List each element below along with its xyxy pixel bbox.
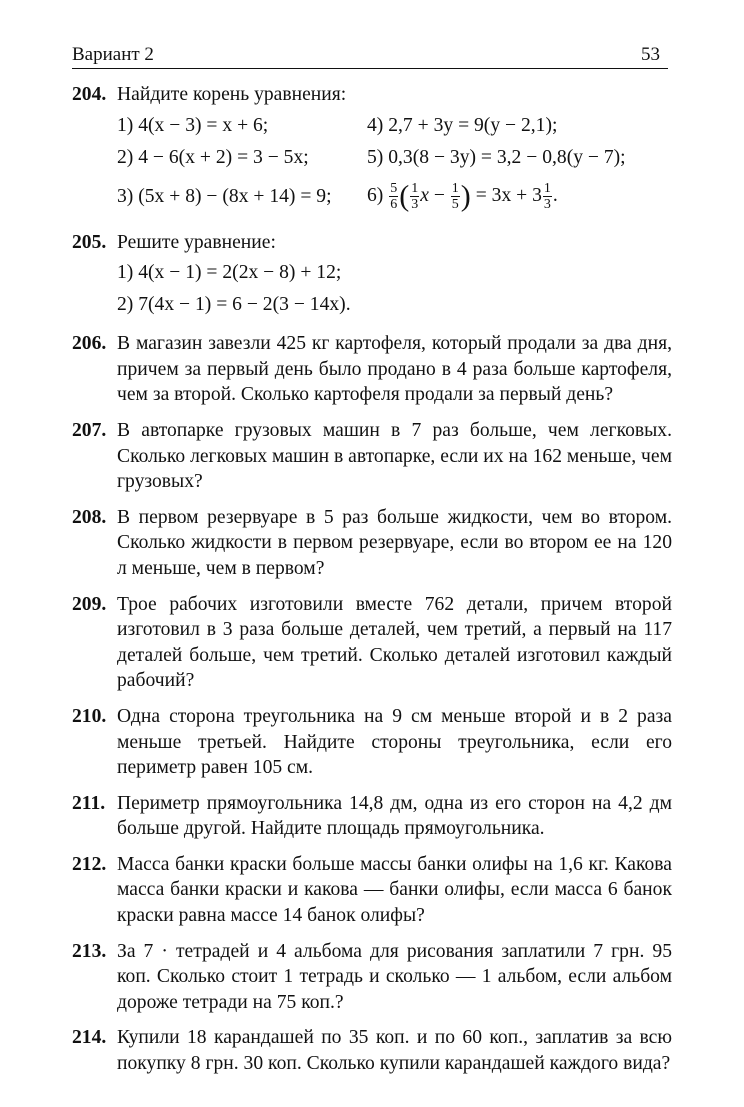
problem-206 [72,331,672,408]
problem-number: 204. [72,84,107,105]
problem-text: В первом резервуаре в 5 раз больше жидкости, чем во втором. Сколько жидкости в первом резервуаре, если во втором ее на 120 л меньше, чем в первом? [117,506,672,579]
problem-number: 206. [72,333,107,355]
problem-207 [72,418,672,495]
page-number: 53 [641,44,660,65]
problem-205 [72,230,672,322]
problem-number: 208. [72,506,107,528]
problem-number: 210. [72,705,107,727]
problem-text: Купили 18 карандашей по 35 коп. и по 60 коп., заплатив за всю покупку 8 грн. 30 коп. Сколько купили карандашей каждого вида? [117,1027,672,1075]
problem-208 [72,505,672,582]
problem-209 [72,592,672,694]
equation-item: 1) 4(x − 3) = x + 6; [117,114,269,136]
equation-item: 2) 7(4x − 1) = 6 − 2(3 − 14x). [117,294,351,316]
problem-number: 214. [72,1027,107,1049]
problem-211 [72,791,672,842]
equation-item: 5) 0,3(8 − 3y) = 3,2 − 0,8(y − 7); [367,146,626,168]
fraction: $\frac{1}{3}$ [411,181,419,213]
equation-item: 4) 2,7 + 3y = 9(y − 2,1); [367,114,558,136]
page-header [72,44,668,69]
equation-item: 3) (5x + 8) − (8x + 14) = 9; [117,185,332,207]
problem-213 [72,939,672,1016]
problem-text: Одна сторона треугольника на 9 см меньше второй и в 2 раза меньше третьей. Найдите стороны треугольника, если его периметр равен 105 см. [117,705,672,779]
problem-text: Трое рабочих изготовили вместе 762 детали, причем второй изготовил в 3 раза больше деталей, чем третий, а первый на 117 деталей больше, чем третий. Сколько деталей изготовил каждый рабочий? [117,593,672,692]
problem-212 [72,852,672,929]
problem-list [72,82,672,1087]
problem-text: За 7 · тетрадей и 4 альбома для рисования заплатили 7 грн. 95 коп. Сколько стоит 1 тетрадь и сколько — 1 альбом, если альбом дороже тетради на 75 коп.? [117,940,672,1013]
problem-210 [72,704,672,781]
equation-list [117,257,672,321]
problem-text: Периметр прямоугольника 14,8 дм, одна из его сторон на 4,2 дм больше другой. Найдите площадь прямоугольника. [117,792,672,840]
problem-prompt: Найдите корень уравнения: [117,84,347,105]
problem-number: 207. [72,419,107,441]
equation-list [117,110,672,220]
problem-number: 209. [72,593,107,615]
problem-prompt: Решите уравнение: [117,231,276,253]
problem-number: 205. [72,231,107,253]
fraction: $\frac{1}{5}$ [451,181,459,213]
equation-item: 1) 4(x − 1) = 2(2x − 8) + 12; [117,262,342,284]
problem-number: 213. [72,940,107,962]
equation-item: 2) 4 − 6(x + 2) = 3 − 5x; [117,146,309,168]
equation-item: 6) $\frac{5}{6}$ ( $\frac{1}{3}$ x − $\frac{1}{5}$ ) = 3x + 3 $\frac{1}{3}$ . [367,179,558,213]
problem-number: 211. [72,792,106,814]
problem-text: Масса банки краски больше массы банки олифы на 1,6 кг. Какова масса банки краски и какова — банки олифы, если масса 6 банок краски равна массе 14 банок олифы? [117,853,672,927]
fraction: $\frac{1}{3}$ [543,181,551,213]
variant-label: Вариант 2 [72,44,154,65]
problem-text: В автопарке грузовых машин в 7 раз больше, чем легковых. Сколько легковых машин в автопарке, если их на 162 меньше, чем грузовых? [117,419,672,493]
problem-text: В магазин завезли 425 кг картофеля, который продали за два дня, причем за первый день было продано в 4 раза больше картофеля, чем за второй. Сколько картофеля продали за первый день? [117,333,672,406]
problem-number: 212. [72,853,107,875]
problem-214 [72,1025,672,1076]
problem-204 [72,82,672,220]
fraction: $\frac{5}{6}$ [390,181,398,213]
